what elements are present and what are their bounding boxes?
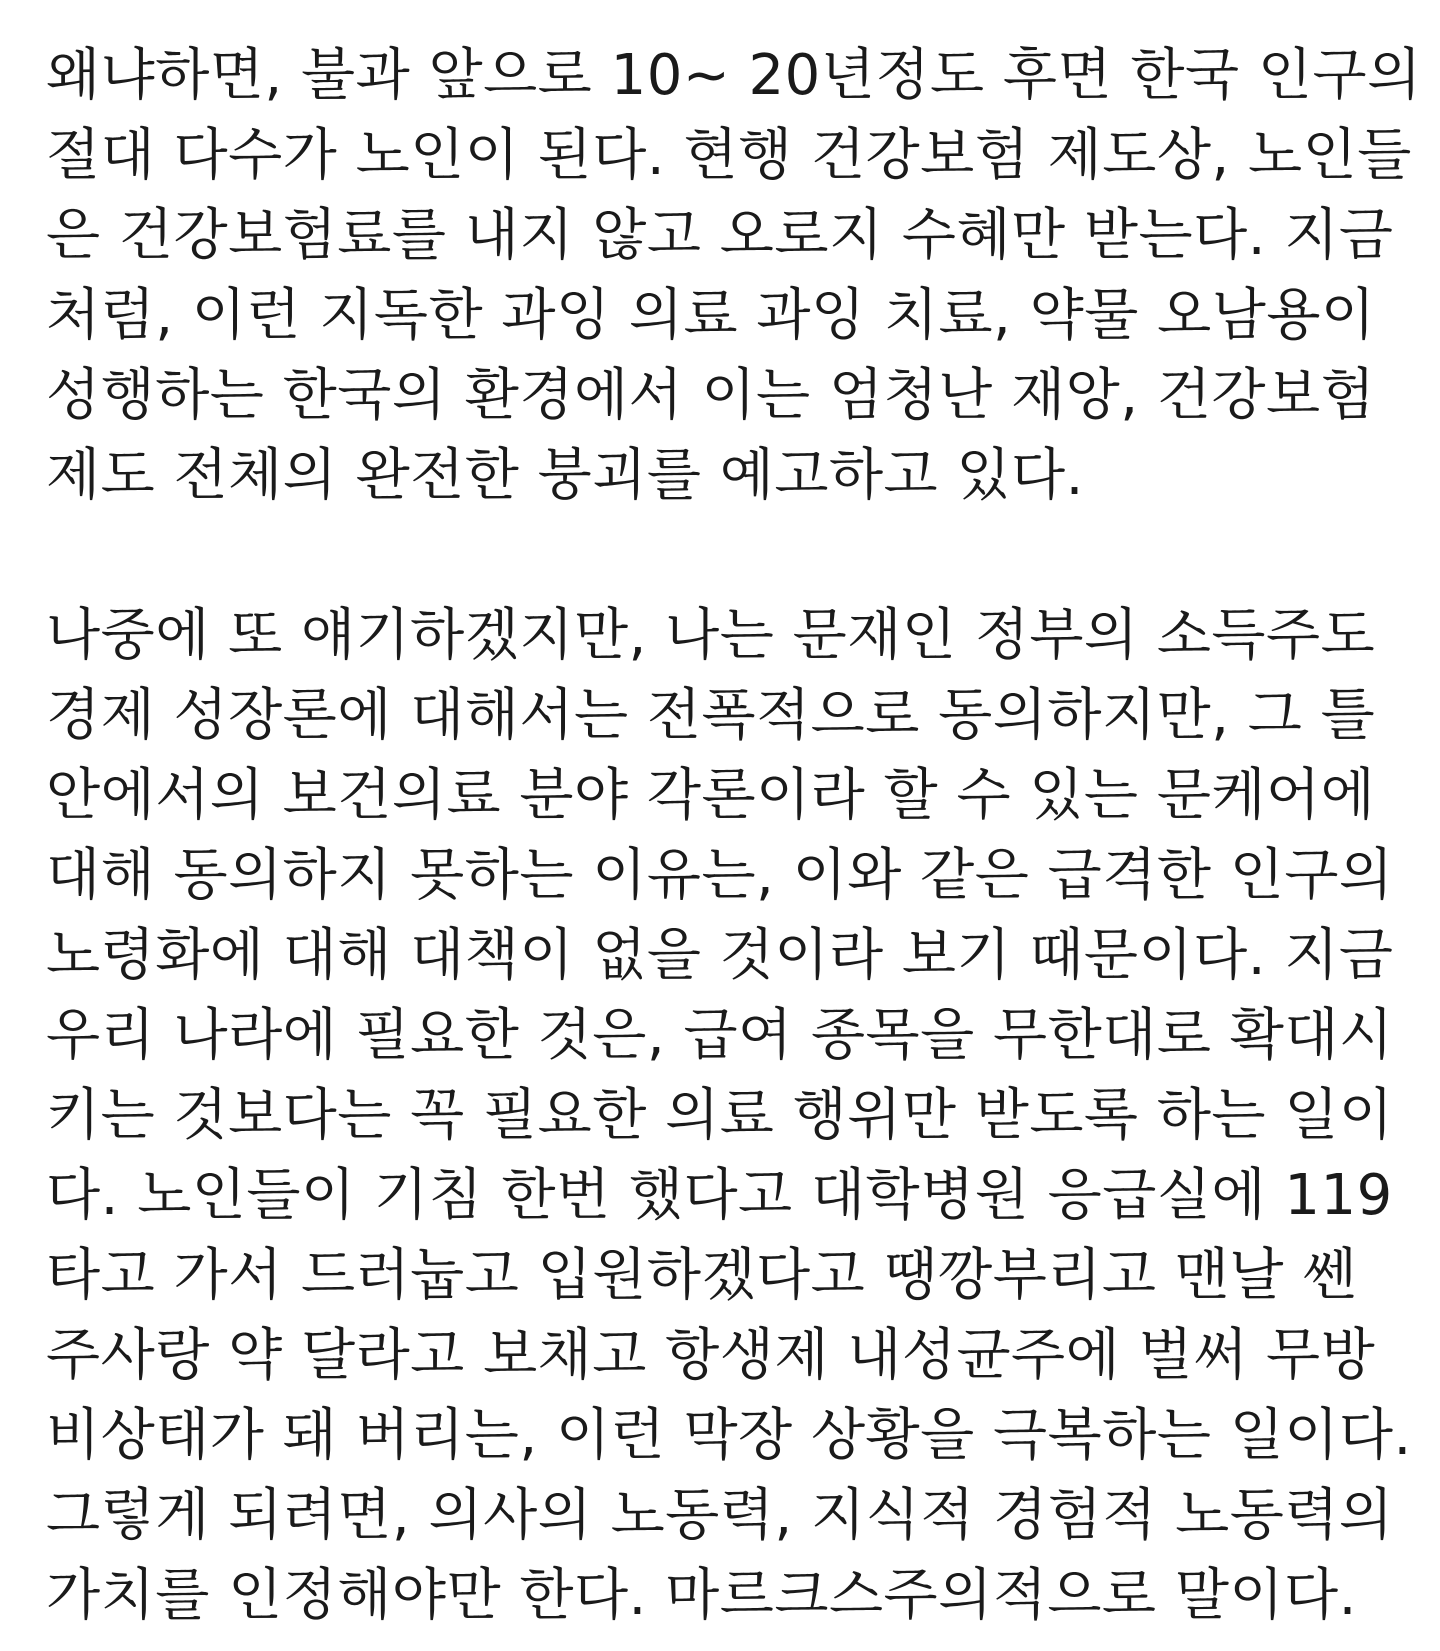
text-line: 그렇게 되려면, 의사의 노동력, 지식적 경험적 노동력의: [46, 1483, 1394, 1548]
text-line: 절대 다수가 노인이 된다. 현행 건강보험 제도상, 노인들: [46, 123, 1412, 188]
text-line: 비상태가 돼 버리는, 이런 막장 상황을 극복하는 일이다.: [46, 1403, 1412, 1468]
text-line: 다. 노인들이 기침 한번 했다고 대학병원 응급실에 119: [46, 1163, 1393, 1228]
paragraph-2: [46, 596, 1412, 1636]
text-line: 제도 전체의 완전한 붕괴를 예고하고 있다.: [46, 443, 1084, 508]
text-line: 은 건강보험료를 내지 않고 오로지 수혜만 받는다. 지금: [46, 203, 1394, 268]
text-line: 처럼, 이런 지독한 과잉 의료 과잉 치료, 약물 오남용이: [46, 283, 1376, 348]
text-line: 주사랑 약 달라고 보채고 항생제 내성균주에 벌써 무방: [46, 1323, 1376, 1388]
text-line: 성행하는 한국의 환경에서 이는 엄청난 재앙, 건강보험: [46, 363, 1376, 428]
text-line: 노령화에 대해 대책이 없을 것이라 보기 때문이다. 지금: [46, 923, 1394, 988]
text-line: 타고 가서 드러눕고 입원하겠다고 땡깡부리고 맨날 쎈: [46, 1243, 1357, 1308]
text-line: 경제 성장론에 대해서는 전폭적으로 동의하지만, 그 틀: [46, 683, 1376, 748]
text-line: 가치를 인정해야만 한다. 마르크스주의적으로 말이다.: [46, 1563, 1357, 1628]
text-line: 나중에 또 얘기하겠지만, 나는 문재인 정부의 소득주도: [46, 603, 1376, 668]
text-line: 대해 동의하지 못하는 이유는, 이와 같은 급격한 인구의: [46, 843, 1394, 908]
text-line: 우리 나라에 필요한 것은, 급여 종목을 무한대로 확대시: [46, 1003, 1394, 1068]
text-line: 왜냐하면, 불과 앞으로 10~ 20년정도 후면 한국 인구의: [46, 43, 1422, 108]
paragraph-1: [46, 36, 1422, 516]
text-line: 키는 것보다는 꼭 필요한 의료 행위만 받도록 하는 일이: [46, 1083, 1394, 1148]
text-line: 안에서의 보건의료 분야 각론이라 할 수 있는 문케어에: [46, 763, 1376, 828]
